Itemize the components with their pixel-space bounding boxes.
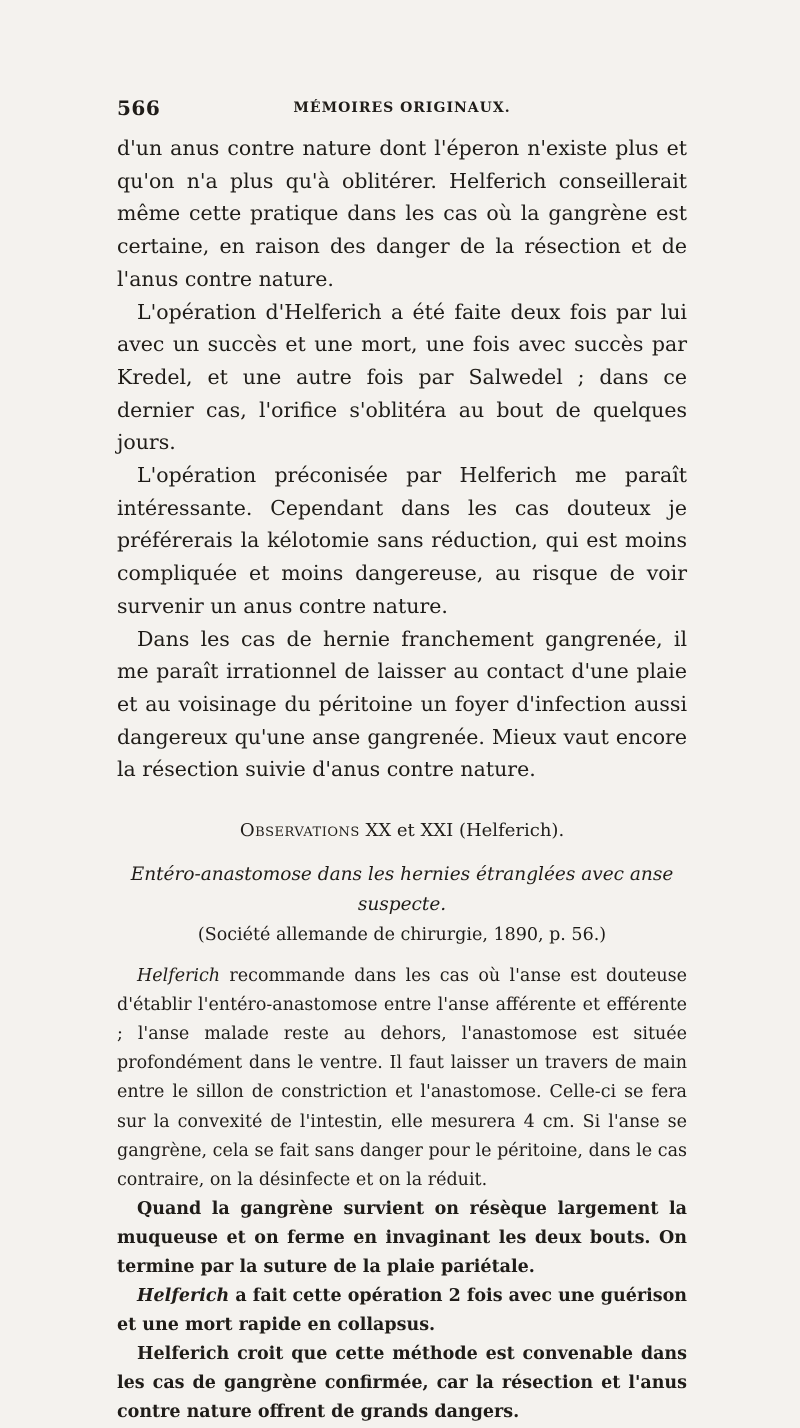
running-head: MÉMOIRES ORIGINAUX. bbox=[293, 100, 511, 116]
paragraph-operation-results bbox=[117, 1282, 687, 1340]
paragraph-helferich-method bbox=[117, 962, 687, 1195]
paragraph-operations-count: L'opération d'Helferich a été faite deux fois par lui avec un succès et une mort, une fois avec succès par Kredel, et une autre fois par Salwedel ; dans ce dernier cas, l'orifice s'oblitéra au bout de quelques jours. bbox=[117, 299, 687, 455]
paragraph-gangrene-procedure: Quand la gangrène survient on résèque largement la muqueuse et on ferme en invaginant les deux bouts. On termine par la suture de la plaie pariétale. bbox=[117, 1198, 687, 1277]
paragraph-conclusion: Helferich croit que cette méthode est convenable dans les cas de gangrène confirmée, car la résection et l'anus contre nature offrent de grands dangers. bbox=[117, 1344, 687, 1423]
page-number: 566 bbox=[117, 96, 161, 120]
author-name: Helferich bbox=[137, 966, 221, 987]
page-body bbox=[117, 132, 687, 1428]
observations-heading bbox=[117, 816, 687, 846]
observations-source: (Société allemande de chirurgie, 1890, p. 56.) bbox=[197, 925, 607, 946]
observations-heading-rest: XX et XXI (Helferich). bbox=[359, 820, 565, 842]
paragraph-helferich-method-text: recommande dans les cas où l'anse est douteuse d'établir l'entéro-anastomose entre l'anse afférente et efférente ; l'anse malade reste au dehors, l'anastomose est située profondément dans le ventre. Il faut laisser un travers de main entre le sillon de constriction et l'anastomose. Celle-ci se fera sur la convexité de l'intestin, elle mesurera 4 cm. Si l'anse se gangrène, cela se fait sans danger pour le péritoine, dans le cas contraire, on la désinfecte et on la réduit. bbox=[117, 966, 687, 1190]
paragraph-continuation: d'un anus contre nature dont l'éperon n'existe plus et qu'on n'a plus qu'à oblitérer. Helferich conseillerait même cette pratique dans les cas où la gangrène est certaine, en raison des danger de la résection et de l'anus contre nature. bbox=[117, 136, 687, 291]
observations-subtitle: Entéro-anastomose dans les hernies étranglées avec anse suspecte. bbox=[130, 864, 674, 916]
author-name: Helferich bbox=[137, 1286, 230, 1307]
page-header bbox=[117, 96, 687, 122]
observations-heading-prefix: Observations bbox=[239, 820, 360, 842]
paragraph-author-opinion: L'opération préconisée par Helferich me paraît intéressante. Cependant dans les cas douteux je préférerais la kélotomie sans réduction, qui est moins compliquée et moins dangereuse, au risque de voir survenir un anus contre nature. bbox=[117, 463, 687, 618]
paragraph-operation-results-text: a fait cette opération 2 fois avec une guérison et une mort rapide en collapsus. bbox=[117, 1286, 687, 1336]
paragraph-gangrene-cases: Dans les cas de hernie franchement gangrenée, il me paraît irrationnel de laisser au contact d'une plaie et au voisinage du péritoine un foyer d'infection aussi dangereux qu'une anse gangrenée. Mieux vaut encore la résection suivie d'anus contre nature. bbox=[117, 626, 687, 782]
